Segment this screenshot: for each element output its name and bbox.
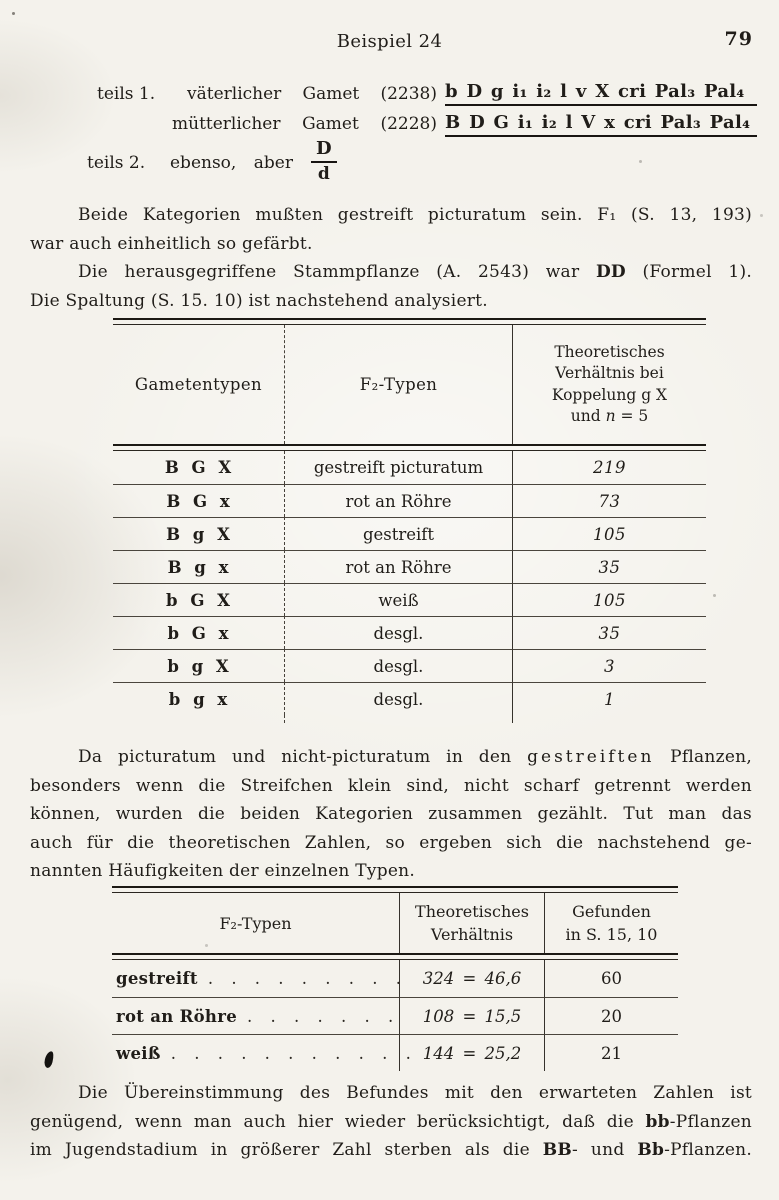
table1-header-line4	[552, 406, 667, 428]
table2-top-rule	[112, 886, 678, 893]
dot-leader: . . . . . . . . .	[207, 969, 402, 988]
table-row	[113, 682, 706, 715]
dust-speck	[639, 160, 642, 163]
paragraph-4-line-3-pre: im Jugendstadium in größerer Zahl sterben als die	[30, 1140, 543, 1160]
table-row	[112, 997, 678, 1034]
gamete-types-table	[113, 318, 706, 723]
genotype-cell: b G x	[113, 616, 284, 649]
paragraph-3-line-2: besonders wenn die Streifchen klein sind, nicht scharf getrennt werden	[30, 775, 752, 796]
label-cell	[112, 1034, 412, 1071]
table-row	[113, 616, 706, 649]
found-value-cell: 60	[544, 960, 678, 997]
fraction-numerator: D	[311, 138, 337, 163]
paragraph-3-line-3: können, wurden die beiden Kategorien zusammen gezählt. Tut man das	[30, 804, 752, 824]
paragraph-3-line-1-post: Pflanzen,	[654, 747, 752, 767]
paragraph-1-line-2: war auch einheitlich so gefärbt.	[30, 233, 313, 254]
genotype-cell: B g x	[113, 550, 284, 583]
teils1-label: teils 1.	[97, 84, 156, 104]
value-cell: 35	[512, 550, 706, 583]
paragraph-2-line-2: Die Spaltung (S. 15. 10) ist nachstehend analysiert.	[30, 290, 488, 311]
paragraph-2-line-1	[30, 258, 752, 287]
teils2-text: ebenso, aber	[170, 153, 293, 173]
theoretical-value-cell: 144 = 25,2	[399, 1034, 544, 1071]
genotype-cell: b g x	[113, 682, 284, 715]
genotype-cell: b G X	[113, 583, 284, 616]
paternal-gamet-text: väterlicher Gamet (2238)	[187, 84, 437, 104]
phenotype-cell: desgl.	[284, 682, 512, 715]
genotype-cell: b g X	[113, 649, 284, 682]
table2-header-col3-line1: Gefunden	[572, 902, 651, 921]
genotype-cell: B G X	[164, 458, 233, 477]
table1-header-row	[113, 325, 706, 444]
value-cell: 3	[512, 649, 706, 682]
table1-header-line1: Theoretisches	[554, 342, 665, 361]
paragraph-3	[30, 743, 752, 886]
found-value-cell: 20	[544, 997, 678, 1034]
paragraph-4-line-3-post: -Pflanzen.	[664, 1140, 752, 1160]
paragraph-4	[30, 1079, 752, 1165]
f2-type-label: rot an Röhre	[116, 1006, 238, 1026]
value-cell: 35	[512, 616, 706, 649]
table1-header-n-variable: n	[605, 407, 616, 425]
genotype-cell: B g X	[113, 517, 284, 550]
phenotype-cell: gestreift picturatum	[284, 451, 512, 484]
theoretical-value-cell: 108 = 15,5	[399, 997, 544, 1034]
genotype-Bb-bold: Bb	[637, 1140, 665, 1160]
f2-type-label: weiß	[116, 1043, 161, 1063]
table2-header-col3-line2: in S. 15, 10	[565, 925, 658, 944]
phenotype-cell: gestreift	[284, 517, 512, 550]
table2-header-row	[112, 893, 678, 953]
table1-header-line4-pre: und	[570, 407, 606, 425]
paragraph-2	[30, 258, 752, 315]
maternal-gamet-formula: B D G i₁ i₂ l V x cri Pal₃ Pal₄	[445, 112, 757, 137]
teils2-label: teils 2.	[87, 153, 146, 173]
table2-header-gefunden	[544, 893, 678, 953]
paragraph-2-line-1-end: (Formel 1).	[625, 262, 752, 282]
maternal-gamet-line	[172, 114, 437, 134]
paragraph-4-line-3-mid: - und	[572, 1140, 638, 1160]
phenotype-cell: desgl.	[284, 649, 512, 682]
value-cell: 105	[512, 517, 706, 550]
label-cell	[112, 960, 402, 997]
table-row	[113, 517, 706, 550]
value-cell: 1	[512, 682, 706, 715]
dot-leader: . . . . . . . . . . .	[170, 1043, 412, 1063]
fraction-denominator: d	[317, 164, 330, 184]
table-row	[112, 1034, 678, 1071]
phenotype-cell: weiß	[284, 583, 512, 616]
ink-blot-artifact	[43, 1050, 55, 1068]
spaced-word-gestreiften: gestreiften	[527, 747, 655, 767]
paragraph-2-line-1-text: Die herausgegriffene Stammpflanze (A. 2543) war	[78, 262, 596, 282]
phenotype-cell: rot an Röhre	[284, 550, 512, 583]
table1-header-line4-post: = 5	[615, 407, 649, 425]
table-row	[113, 451, 706, 484]
table-row	[112, 960, 678, 997]
dot-leader: . . . . . . .	[247, 1006, 395, 1026]
paternal-gamet-formula: b D g i₁ i₂ l v X cri Pal₃ Pal₄	[445, 81, 757, 106]
table2-header-theoretisches	[399, 893, 544, 953]
dust-speck	[205, 944, 208, 947]
genotype-bb-bold: bb	[645, 1111, 670, 1132]
genotype-cell: B G x	[113, 484, 284, 517]
table1-header-rule	[113, 444, 706, 451]
table-row	[113, 583, 706, 616]
table1-header-line2: Verhältnis bei	[555, 364, 664, 382]
value-cell: 219	[512, 451, 706, 484]
paragraph-4-line-2-post: -Pflanzen	[669, 1111, 752, 1132]
f2-summary-table	[112, 886, 678, 1071]
paragraph-3-line-5: nannten Häufigkeiten der einzelnen Typen.	[30, 861, 416, 881]
teils2-text-wrap	[170, 153, 293, 173]
value-cell: 73	[512, 484, 706, 517]
table1-rule-stub	[113, 715, 706, 723]
paragraph-4-line-3	[30, 1136, 752, 1165]
paragraph-4-line-2	[30, 1108, 752, 1137]
table2-header-rule	[112, 953, 678, 960]
maternal-gamet-text: mütterlicher Gamet (2228)	[172, 114, 437, 134]
dust-speck	[713, 594, 716, 597]
dd-fraction	[311, 138, 337, 184]
table2-header-col2-line1: Theoretisches	[415, 902, 529, 921]
table2-header-f2-typen: F₂-Typen	[219, 913, 292, 933]
dust-speck	[12, 12, 15, 15]
paragraph-3-line-4: auch für die theoretischen Zahlen, so ergeben sich die nachstehend ge-	[30, 832, 752, 853]
paragraph-1-line-1: Beide Kategorien mußten gestreift picturatum sein. F₁ (S. 13, 193)	[78, 205, 752, 225]
table1-header-line3: Koppelung g X	[551, 385, 668, 404]
paragraph-3-line-1	[30, 743, 752, 772]
genotype-BB-bold: BB	[542, 1140, 573, 1160]
paternal-gamet-line	[187, 84, 437, 104]
dust-speck	[760, 214, 763, 217]
value-cell: 105	[512, 583, 706, 616]
genotype-dd-bold: DD	[595, 262, 626, 282]
paragraph-3-line-1-pre: Da picturatum und nicht-picturatum in den	[78, 747, 528, 767]
table1-top-rule	[113, 318, 706, 325]
f2-type-label: gestreift	[116, 969, 198, 988]
phenotype-cell: rot an Röhre	[284, 484, 512, 517]
theoretical-value-cell: 324 = 46,6	[399, 960, 544, 997]
paragraph-4-line-1: Die Übereinstimmung des Befundes mit den erwarteten Zahlen ist	[78, 1083, 752, 1103]
table-row	[113, 484, 706, 517]
table1-header-gametentypen: Gametentypen	[134, 375, 263, 394]
table-row	[113, 550, 706, 583]
table1-header-theoretisches	[512, 325, 706, 444]
phenotype-cell: desgl.	[284, 616, 512, 649]
found-value-cell: 21	[544, 1034, 678, 1071]
table2-header-col2-line2: Verhältnis	[430, 925, 514, 944]
paragraph-1	[30, 201, 752, 258]
page-title: Beispiel 24	[336, 31, 443, 52]
label-cell	[112, 997, 399, 1034]
table-row	[113, 649, 706, 682]
paragraph-4-line-2-pre: genügend, wenn man auch hier wieder berücksichtigt, daß die	[30, 1111, 646, 1132]
table1-header-f2-typen: F₂-Typen	[284, 325, 512, 444]
page-number: 79	[724, 28, 753, 50]
